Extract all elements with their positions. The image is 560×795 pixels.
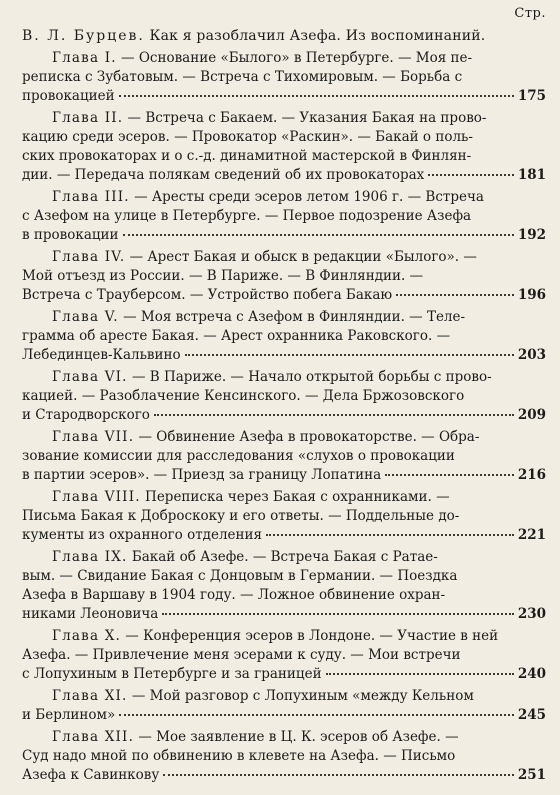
toc-line (22, 567, 546, 586)
chapter-text: Письма Бакая к Доброскоку и его ответы. — Поддельные до- (22, 508, 460, 524)
dot-leader (163, 774, 514, 776)
chapter-text: — Мой разговор с Лопухиным «между Кельном (127, 688, 474, 704)
section-title (22, 26, 546, 46)
chapter-text: Азефа к Савинкову (22, 767, 160, 783)
toc-line (22, 627, 546, 646)
chapter-text: Азефа в Варшаву в 1904 году. — Ложное обвинение охран- (22, 587, 446, 603)
chapter-text: зование комиссии для расследования «слухов о провокации (22, 448, 455, 464)
chapter-text: Встреча с Трауберсом. — Устройство побега Бакаю (22, 287, 393, 303)
chapter-text: кацией. — Разоблачение Кенсинского. — Дела Бржозовского (22, 388, 465, 404)
toc-line (22, 406, 546, 425)
chapter-label: Глава II. (52, 110, 124, 126)
toc-line (22, 166, 546, 185)
toc-line (22, 646, 546, 665)
toc-line (22, 766, 546, 785)
page-number: 196 (517, 287, 546, 303)
chapter-text: — Основание «Былого» в Петербурге. — Моя пе- (116, 50, 473, 66)
toc-line (22, 387, 546, 406)
dot-leader (119, 714, 514, 716)
page-column-header: Стр. (514, 6, 546, 21)
chapter-text: с Лопухиным в Петербурге и за границей (22, 666, 322, 682)
toc-line (22, 327, 546, 346)
toc-line (22, 267, 546, 286)
toc-line (22, 428, 546, 447)
toc-line (22, 605, 546, 624)
toc-line (22, 526, 546, 545)
page-number: 175 (517, 88, 546, 104)
toc-entry (22, 728, 546, 785)
chapter-text: — Аресты среди эсеров летом 1906 г. — Встреча (129, 189, 484, 205)
toc-line (22, 687, 546, 706)
dot-leader (162, 613, 513, 615)
chapter-text: в провокации (22, 227, 119, 243)
chapter-text: — Встреча с Бакаем. — Указания Бакая на прово- (123, 110, 487, 126)
toc-line (22, 147, 546, 166)
toc-entry (22, 368, 546, 425)
page-number: 203 (517, 347, 546, 363)
chapter-text: в партии эсеров». — Приезд за границу Лопатина (22, 467, 382, 483)
toc-line (22, 466, 546, 485)
chapter-text: провокацией (22, 88, 115, 104)
toc-entry (22, 188, 546, 245)
chapter-text: — В Париже. — Начало открытой борьбы с прово- (127, 369, 492, 385)
page-number: 230 (517, 606, 546, 622)
page-number: 240 (517, 666, 546, 682)
toc-line (22, 188, 546, 207)
toc-entry (22, 109, 546, 185)
dot-leader (185, 354, 514, 356)
chapter-label: Глава VI. (52, 369, 128, 385)
chapter-label: Глава XII. (52, 729, 135, 745)
chapter-text: Мой отъезд из России. — В Париже. — В Финляндии. — (22, 268, 424, 284)
chapter-text: вым. — Свидание Бакая с Донцовым в Германии. — Поездка (22, 568, 458, 584)
chapter-label: Глава VII. (52, 429, 135, 445)
chapter-text: грамма об аресте Бакая. — Арест охранника Раковского. — (22, 328, 451, 344)
toc-line (22, 728, 546, 747)
toc-entry (22, 627, 546, 684)
toc-line (22, 128, 546, 147)
toc-line (22, 346, 546, 365)
toc-entry (22, 308, 546, 365)
page-number: 192 (517, 227, 546, 243)
page-number: 181 (517, 167, 546, 183)
dot-leader (385, 474, 514, 476)
toc-line (22, 286, 546, 305)
chapter-text: — Обвинение Азефа в провокаторстве. — Обра- (134, 429, 480, 445)
dot-leader (266, 534, 514, 536)
chapter-text: реписка с Зубатовым. — Встреча с Тихомировым. — Борьба с (22, 69, 463, 85)
toc-line (22, 706, 546, 725)
toc-entry (22, 687, 546, 725)
page-number: 245 (517, 707, 546, 723)
page-number: 221 (517, 527, 546, 543)
chapter-text: Бакай об Азефе. — Встреча Бакая с Ратае- (127, 549, 438, 565)
chapter-text: — Мое заявление в Ц. К. эсеров об Азефе. — (134, 729, 459, 745)
toc-line (22, 308, 546, 327)
chapter-text: — Конференция эсеров в Лондоне. — Участие в ней (121, 628, 499, 644)
toc-list (22, 49, 546, 785)
dot-leader (428, 174, 514, 176)
dot-leader (396, 294, 514, 296)
page-number: 251 (517, 767, 546, 783)
toc-line (22, 87, 546, 106)
toc-entry (22, 49, 546, 106)
page-number: 216 (517, 467, 546, 483)
toc-entry (22, 248, 546, 305)
toc-entry (22, 428, 546, 485)
dot-leader (154, 414, 514, 416)
dot-leader (326, 673, 514, 675)
chapter-label: Глава IX. (52, 549, 128, 565)
chapter-label: Глава III. (52, 189, 130, 205)
toc-line (22, 665, 546, 684)
toc-line (22, 207, 546, 226)
chapter-text: Азефа. — Привлечение меня эсерами к суду. — Мои встречи (22, 647, 461, 663)
toc-line (22, 586, 546, 605)
chapter-label: Глава X. (52, 628, 122, 644)
toc-line (22, 248, 546, 267)
toc-line (22, 548, 546, 567)
page-number: 209 (517, 407, 546, 423)
toc-line (22, 68, 546, 87)
chapter-label: Глава VIII. (52, 489, 141, 505)
toc-line (22, 226, 546, 245)
chapter-text: — Моя встреча с Азефом в Финляндии. — Теле- (118, 309, 466, 325)
chapter-text: ских провокаторах и о с.-д. динамитной мастерской в Финлян- (22, 148, 472, 164)
chapter-label: Глава I. (52, 50, 117, 66)
author-name: В. Л. Бурцев. (22, 28, 145, 44)
chapter-label: Глава XI. (52, 688, 128, 704)
chapter-label: Глава IV. (52, 249, 126, 265)
chapter-text: Лебединцев-Кальвино (22, 347, 181, 363)
toc-line (22, 109, 546, 128)
chapter-text: кацию среди эсеров. — Провокатор «Раскин». — Бакай о поль- (22, 129, 473, 145)
toc-line (22, 488, 546, 507)
toc-line (22, 747, 546, 766)
toc-line (22, 447, 546, 466)
toc-entry (22, 488, 546, 545)
chapter-text: дии. — Передача полякам сведений об их провокаторах (22, 167, 425, 183)
toc-line (22, 368, 546, 387)
chapter-text: никами Леоновича (22, 606, 159, 622)
chapter-text: — Арест Бакая и обыск в редакции «Былого». — (125, 249, 477, 265)
work-title: Как я разоблачил Азефа. Из воспоминаний. (144, 28, 486, 44)
dot-leader (119, 95, 514, 97)
dot-leader (123, 234, 514, 236)
chapter-text: Суд надо мной по обвинению в клевете на Азефа. — Письмо (22, 748, 456, 764)
toc-line (22, 507, 546, 526)
chapter-text: Переписка через Бакая с охранниками. — (140, 489, 450, 505)
chapter-text: и Стародворского (22, 407, 150, 423)
toc-line (22, 49, 546, 68)
chapter-label: Глава V. (52, 309, 119, 325)
chapter-text: и Берлином» (22, 707, 116, 723)
chapter-text: с Азефом на улице в Петербурге. — Первое подозрение Азефа (22, 208, 472, 224)
chapter-text: кументы из охранного отделения (22, 527, 263, 543)
toc-entry (22, 548, 546, 624)
